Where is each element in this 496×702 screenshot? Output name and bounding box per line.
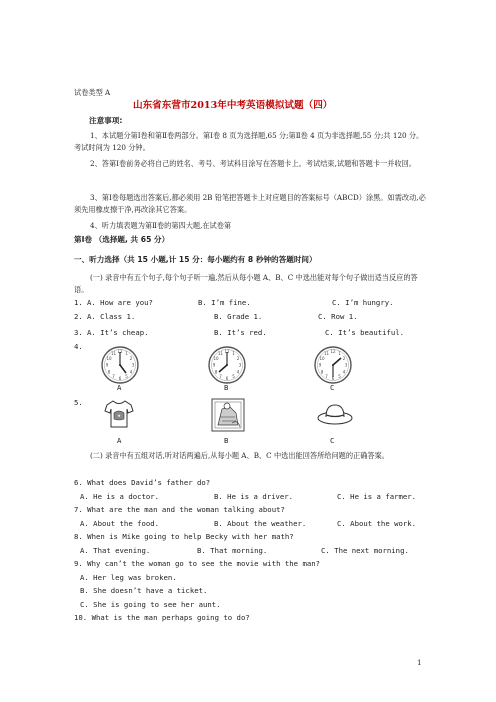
q10-question: 10. What is the man perhaps going to do? [74, 613, 250, 622]
sub2-intro: (二) 录音中有五组对话,听对话两遍后,从每小题 A、B、C 中选出能回答所给问题的正确答案。 [90, 451, 389, 460]
q2-option-a: A. Class 1. [87, 312, 136, 321]
q4-number: 4. [74, 342, 83, 351]
q3-number: 3. [74, 328, 83, 337]
hat-icon [316, 401, 354, 427]
q2-option-c: C. Row 1. [318, 312, 358, 321]
svg-text:7: 7 [325, 374, 328, 379]
q5-label-b: B [224, 436, 229, 445]
q4-label-b: B [224, 383, 229, 392]
q6-option-c: C. He is a farmer. [337, 492, 417, 501]
paper-type: 试卷类型 A [74, 88, 111, 97]
svg-text:11: 11 [110, 351, 117, 356]
svg-text:8: 8 [107, 369, 111, 375]
svg-text:8: 8 [320, 369, 324, 375]
svg-text:5: 5 [338, 374, 341, 379]
page-title: 山东省东营市2013年中考英语模拟试题（四） [133, 100, 333, 111]
q8-option-b: B. That morning. [197, 546, 268, 555]
note-item-1: 1、本试题分第Ⅰ卷和第Ⅱ卷两部分。第Ⅰ卷 8 页为选择题,65 分;第Ⅱ卷 4 页为非选择题,55 分;共 120 分。考试时间为 120 分钟。 [74, 131, 424, 152]
q1-option-b: B. I’m fine. [198, 298, 251, 307]
clock-c-icon [313, 345, 353, 385]
svg-text:2: 2 [129, 356, 133, 361]
q3-option-b: B. It’s red. [214, 328, 267, 337]
q2-option-b: B. Grade 1. [214, 312, 263, 321]
svg-text:1: 1 [338, 351, 341, 356]
note-item-2: 2、答第Ⅰ卷前务必将自己的姓名、考号、考试科目涂写在答题卡上。考试结束,试题和答题卡一并收回。 [90, 159, 416, 168]
svg-text:6: 6 [331, 376, 335, 381]
q3-option-c: C. It’s beautiful. [325, 328, 405, 337]
svg-text:★: ★ [117, 413, 121, 418]
q7-option-c: C. About the work. [337, 519, 417, 528]
svg-text:4: 4 [342, 369, 346, 375]
svg-text:6: 6 [225, 376, 229, 381]
q3-option-a: A. It’s cheap. [87, 328, 149, 337]
q1-option-a: A. How are you? [87, 298, 153, 307]
svg-text:3: 3 [238, 362, 242, 368]
svg-text:10: 10 [213, 356, 219, 361]
clock-a-icon [100, 345, 140, 385]
svg-text:8: 8 [214, 369, 218, 375]
svg-text:2: 2 [342, 356, 346, 361]
q6-option-b: B. He is a driver. [214, 492, 294, 501]
svg-text:9: 9 [105, 362, 109, 368]
svg-text:2: 2 [236, 356, 240, 361]
svg-text:12: 12 [330, 349, 336, 354]
svg-text:5: 5 [232, 374, 235, 379]
svg-text:7: 7 [219, 374, 222, 379]
svg-text:1: 1 [125, 351, 128, 356]
clock-b-icon [207, 345, 247, 385]
q7-question: 7. What are the man and the woman talking about? [74, 505, 285, 514]
q1-number: 1. [74, 298, 83, 307]
sub1-intro: (一) 录音中有五个句子,每个句子听一遍,然后从每小题 A、B、C 中选出能对每个句子做出适当反应的答语。 [74, 273, 418, 294]
notes-heading: 注意事项: [89, 116, 123, 125]
q1-option-c: C. I’m hungry. [332, 298, 394, 307]
svg-text:11: 11 [323, 351, 330, 356]
q5-label-c: C [330, 436, 335, 445]
q9-option-b: B. She doesn’t have a ticket. [80, 586, 208, 595]
q9-option-c: C. She is going to see her aunt. [80, 600, 221, 609]
svg-text:3: 3 [344, 362, 348, 368]
svg-text:9: 9 [212, 362, 216, 368]
q5-number: 5. [74, 398, 83, 407]
svg-text:11: 11 [217, 351, 224, 356]
t-shirt-icon [103, 398, 135, 430]
q8-option-a: A. That evening. [80, 546, 151, 555]
svg-text:7: 7 [112, 374, 115, 379]
q4-label-c: C [330, 383, 335, 392]
q5-label-a: A [117, 436, 122, 445]
svg-text:9: 9 [318, 362, 322, 368]
q6-option-a: A. He is a doctor. [80, 492, 160, 501]
q8-option-c: C. The next morning. [321, 546, 409, 555]
q8-question: 8. When is Mike going to help Becky with her math? [74, 532, 294, 541]
note-item-3: 3、第Ⅰ卷每题选出答案后,都必须用 2B 铅笔把答题卡上对应题目的答案标号（ABCD）涂黑。如需改动,必须先用橡皮擦干净,再改涂其它答案。 [74, 193, 426, 214]
q9-question: 9. Why can’t the woman go to see the movie with the man? [74, 559, 321, 568]
svg-text:12: 12 [117, 349, 123, 354]
svg-text:1: 1 [232, 351, 235, 356]
note-item-4: 4、听力填表题为第Ⅱ卷的第四大题,在试卷第 [90, 221, 232, 230]
svg-text:5: 5 [125, 374, 128, 379]
q2-number: 2. [74, 312, 83, 321]
q9-option-a: A. Her leg was broken. [80, 573, 177, 582]
q4-label-a: A [117, 383, 122, 392]
svg-text:3: 3 [131, 362, 135, 368]
part1-heading: 第Ⅰ卷 （选择题, 共 65 分） [74, 235, 170, 244]
q7-option-a: A. About the food. [80, 519, 160, 528]
svg-text:4: 4 [129, 369, 133, 375]
section1-heading: 一、听力选择（共 15 小题,计 15 分：每小题约有 8 秒钟的答题时间） [74, 255, 317, 264]
svg-text:12: 12 [224, 349, 230, 354]
q6-question: 6. What does David’s father do? [74, 478, 211, 487]
q7-option-b: B. About the weather. [214, 519, 307, 528]
svg-text:10: 10 [319, 356, 325, 361]
svg-text:4: 4 [236, 369, 240, 375]
svg-text:6: 6 [118, 376, 122, 381]
svg-text:10: 10 [106, 356, 112, 361]
page-number: 1 [417, 658, 422, 667]
shopping-scene-icon [210, 397, 246, 433]
